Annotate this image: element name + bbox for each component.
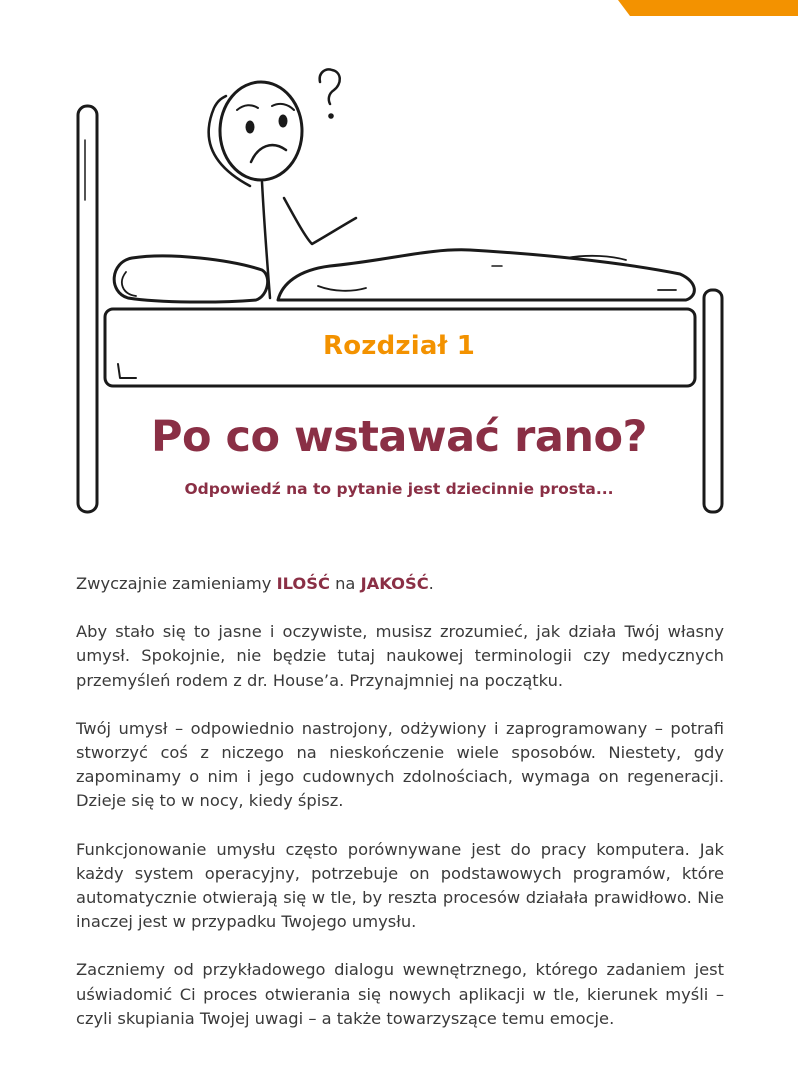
paragraph-computer: Funkcjonowanie umysłu często porównywane jest do pracy komputera. Jak każdy system operacyjny, potrzebuje on podstawowych programów, które automatycznie otwierają się w tle, by reszta procesów działała prawidłowo. Nie inaczej jest w przypadku Twojego umysłu. — [76, 839, 724, 932]
keyword-quality: JAKOŚĆ — [360, 574, 429, 593]
intro-text-before: Zwyczajnie zamieniamy — [76, 574, 277, 593]
keyword-quantity: ILOŚĆ — [276, 574, 330, 593]
chapter-label: Rozdział 1 — [322, 331, 475, 361]
chapter-title: Po co wstawać rano? — [151, 412, 647, 462]
intro-text-middle: na — [329, 574, 361, 593]
paragraph-intro — [76, 572, 724, 596]
paragraph-regeneration: Twój umysł – odpowiednio nastrojony, odżywiony i zaprogramowany – potrafi stworzyć coś z niczego na nieskończenie wiele sposobów. Niestety, gdy zapominamy o nim i jego cudownych zdolnościach, wymaga on regeneracji. Dzieje się to w nocy, kiedy śpisz. — [76, 718, 724, 811]
chapter-subtitle: Odpowiedź na to pytanie jest dziecinnie prosta... — [184, 480, 614, 498]
body-text — [76, 572, 724, 1055]
paragraph-mind: Aby stało się to jasne i oczywiste, musisz zrozumieć, jak działa Twój własny umysł. Spokojnie, nie będzie tutaj naukowej terminologii czy medycznych przemyśleń rodem z dr. House’a. Przynajmniej na początku. — [76, 622, 724, 690]
intro-text-after: . — [428, 574, 434, 593]
paragraph-dialogue: Zaczniemy od przykładowego dialogu wewnętrznego, którego zadaniem jest uświadomić Ci proces otwierania się nowych aplikacji w tle, kierunek myśli – czyli skupiania Twojej uwagi – a także towarzyszące temu emocje. — [76, 960, 724, 1028]
